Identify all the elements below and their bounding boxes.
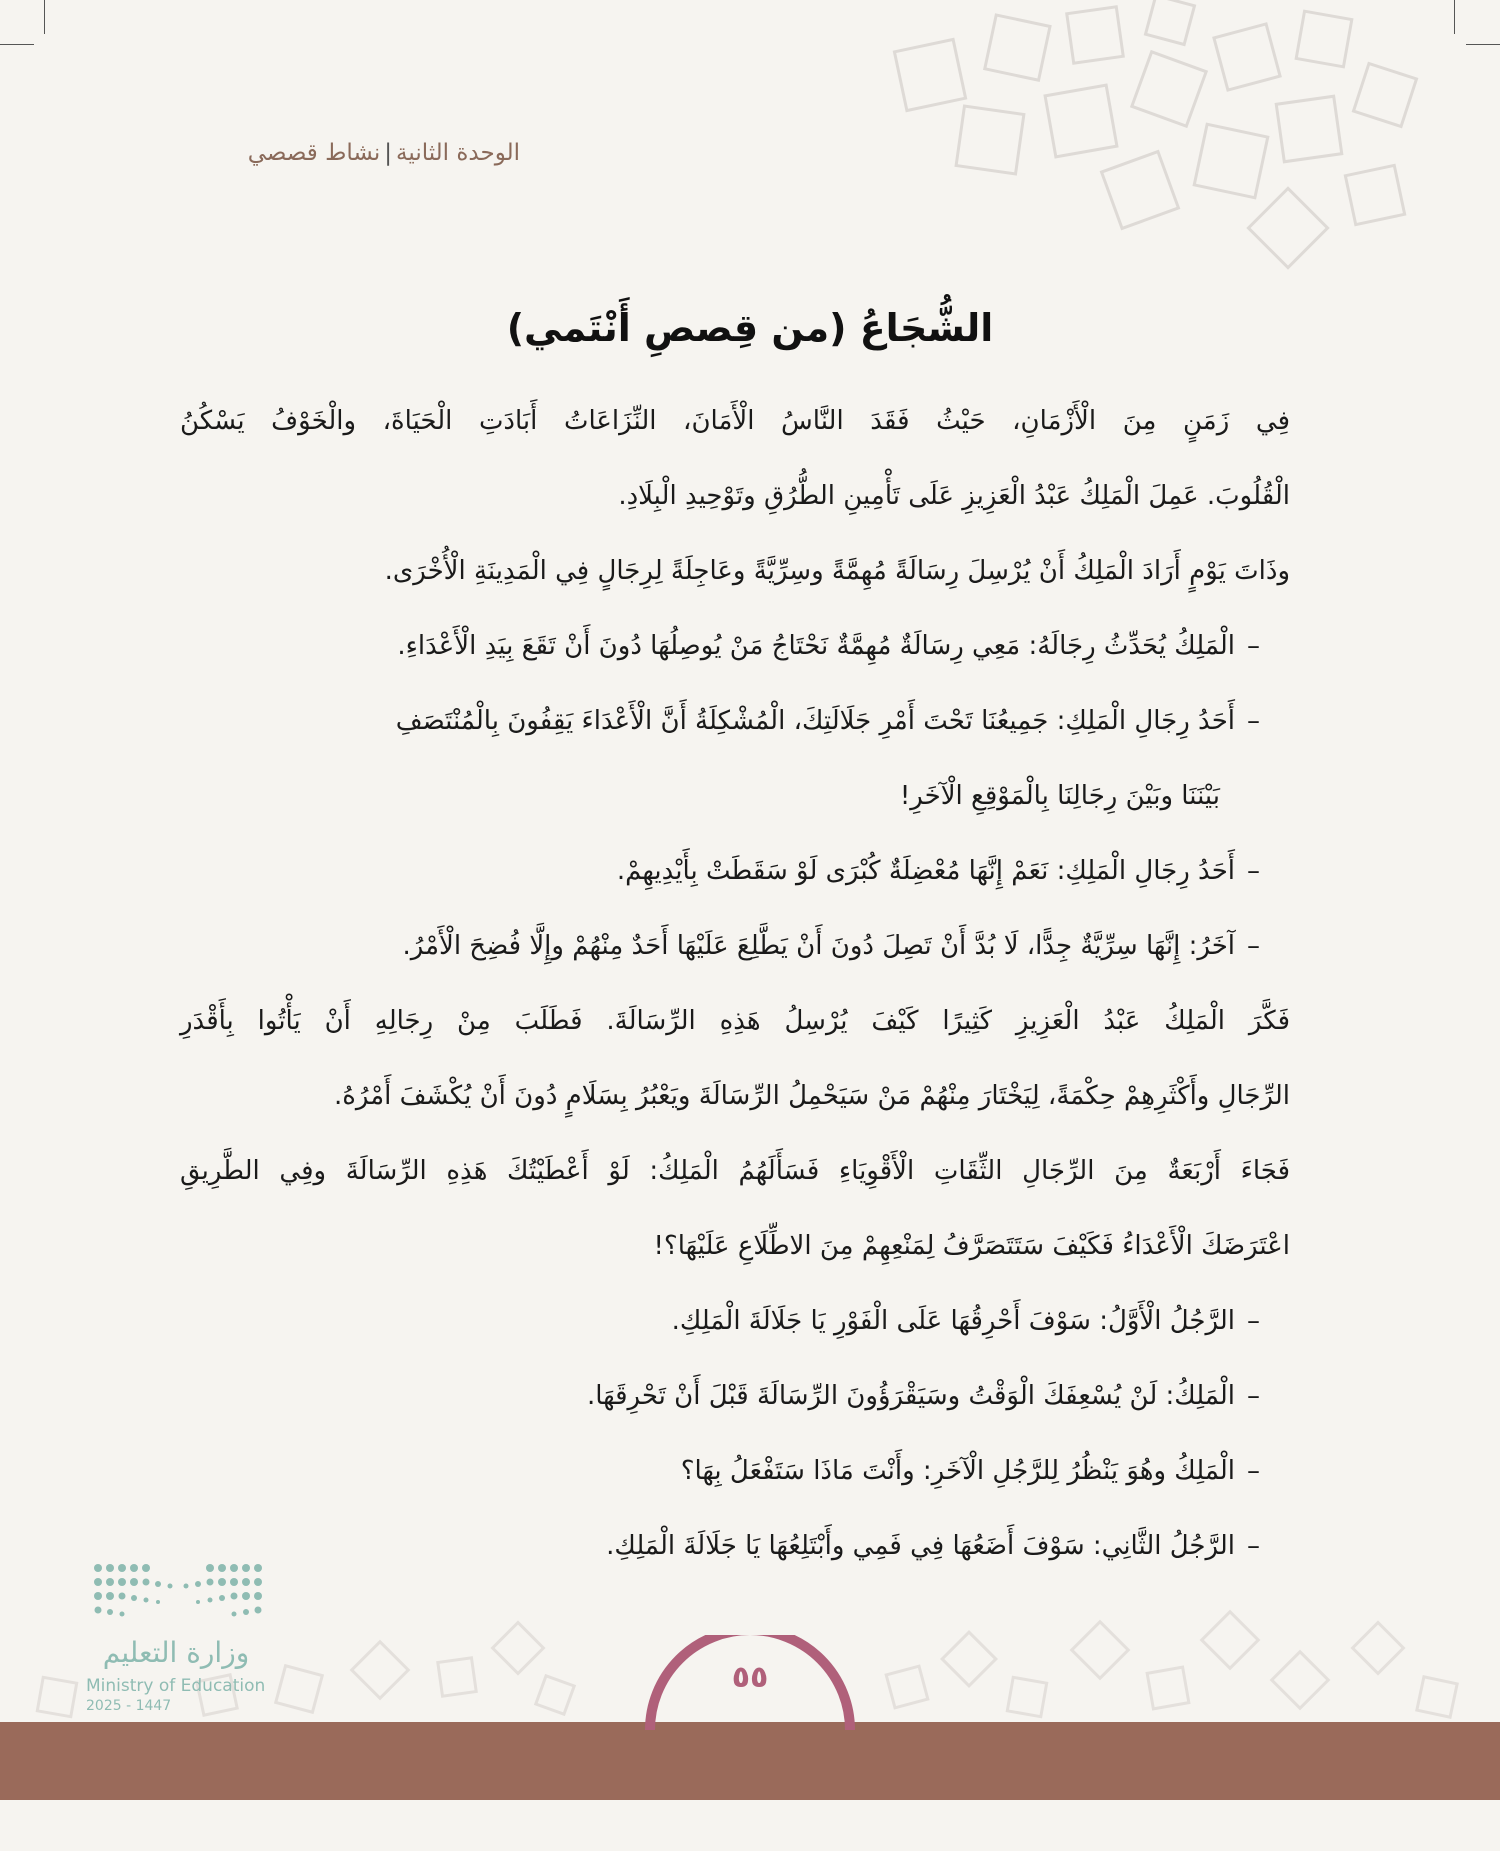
dialog-dash: –	[1247, 1456, 1260, 1486]
dialog-line	[180, 609, 1290, 684]
dialog-dash: –	[1247, 1306, 1260, 1336]
crop-mark	[0, 44, 34, 45]
dialog-line	[180, 834, 1290, 909]
dialog-text: أَحَدُ رِجَالِ الْمَلِكِ: نَعَمْ إِنَّهَا مُعْضِلَةٌ كُبْرَى لَوْ سَقَطَتْ بِأَيْدِيهِمْ.	[616, 856, 1235, 886]
dialog-dash: –	[1247, 856, 1260, 886]
paragraph-line: الرِّجَالِ وأَكْثَرِهِمْ حِكْمَةً، لِيَخْتَارَ مِنْهُمْ مَنْ سَيَحْمِلُ الرِّسَالَةَ ويَعْبُرُ بِسَلَامٍ دُونَ أَنْ يُكْشَفَ أَمْرُهُ.	[333, 1081, 1290, 1111]
dialog-line	[180, 684, 1290, 759]
dialog-dash: –	[1247, 1381, 1260, 1411]
story-title: الشُّجَاعُ (من قِصصِ أَنْتَمي)	[506, 306, 994, 350]
crop-mark	[1454, 0, 1455, 34]
header-unit: الوحدة الثانية	[396, 140, 520, 166]
ministry-logo-dots	[88, 1560, 268, 1620]
dialog-line	[180, 1359, 1290, 1434]
story-body	[180, 384, 1290, 1584]
dialog-line	[180, 1509, 1290, 1584]
paragraph-line: فِي زَمَنٍ مِنَ الْأَزْمَانِ، حَيْثُ فَقَدَ النَّاسُ الْأَمَانَ، النِّزَاعَاتُ أَبَادَتِ الْحَيَاةَ، والْخَوْفُ يَسْكُنُ	[180, 406, 1290, 436]
page-number: ٥٥	[731, 1660, 769, 1695]
paragraph-line: فَجَاءَ أَرْبَعَةٌ مِنَ الرِّجَالِ الثِّقَاتِ الْأَقْوِيَاءِ فَسَأَلَهُمُ الْمَلِكُ: لَوْ أَعْطَيْتُكَ هَذِهِ الرِّسَالَةَ وفِي الطَّرِيقِ	[180, 1156, 1290, 1186]
dialog-text: الْمَلِكُ: لَنْ يُسْعِفَكَ الْوَقْتُ وسَيَقْرَؤُونَ الرِّسَالَةَ قَبْلَ أَنْ تَحْرِقَهَا.	[586, 1381, 1235, 1411]
header-separator: |	[384, 140, 393, 166]
dialog-text: الرَّجُلُ الْأَوَّلُ: سَوْفَ أَحْرِقُهَا عَلَى الْفَوْرِ يَا جَلَالَةَ الْمَلِكِ.	[671, 1306, 1235, 1336]
ministry-logo-arabic: وزارة التعليم	[102, 1636, 250, 1669]
paragraph-line: وذَاتَ يَوْمٍ أَرَادَ الْمَلِكُ أَنْ يُرْسِلَ رِسَالَةً مُهِمَّةً وسِرِّيَّةً وعَاجِلَةً لِرِجَالٍ فِي الْمَدِينَةِ الْأُخْرَى.	[384, 556, 1290, 586]
ministry-logo-year: 2025 - 1447	[86, 1698, 172, 1714]
dialog-line	[180, 909, 1290, 984]
crop-mark	[44, 0, 45, 34]
decorative-pattern	[880, 0, 1440, 280]
dialog-text: آخَرُ: إِنَّهَا سِرِّيَّةٌ جِدًّا، لَا بُدَّ أَنْ تَصِلَ دُونَ أَنْ يَطَّلِعَ عَلَيْهَا أَحَدٌ مِنْهُمْ وإِلَّا فُضِحَ الْأَمْرُ.	[402, 931, 1235, 961]
dialog-text: الرَّجُلُ الثَّانِي: سَوْفَ أَضَعُهَا فِي فَمِي وأَبْتَلِعُهَا يَا جَلَالَةَ الْمَلِكِ.	[606, 1531, 1235, 1561]
paragraph-line: فَكَّرَ الْمَلِكُ عَبْدُ الْعَزِيزِ كَثِيرًا كَيْفَ يُرْسِلُ هَذِهِ الرِّسَالَةَ. فَطَلَبَ مِنْ رِجَالِهِ أَنْ يَأْتُوا بِأَقْدَرِ	[180, 1006, 1290, 1036]
dialog-line	[180, 1434, 1290, 1509]
dialog-line	[180, 1284, 1290, 1359]
crop-mark	[1466, 44, 1500, 45]
dialog-text: الْمَلِكُ وهُوَ يَنْظُرُ لِلرَّجُلِ الْآخَرِ: وأَنْتَ مَاذَا سَتَفْعَلُ بِهَا؟	[680, 1456, 1235, 1486]
ministry-logo-english: Ministry of Education	[86, 1676, 266, 1696]
dialog-dash: –	[1247, 631, 1260, 661]
dialog-dash: –	[1247, 706, 1260, 736]
paragraph-line: الْقُلُوبَ. عَمِلَ الْمَلِكُ عَبْدُ الْعَزِيزِ عَلَى تَأْمِينِ الطُّرُقِ وتَوْحِيدِ الْبِلَادِ.	[618, 481, 1290, 511]
dialog-dash: –	[1247, 931, 1260, 961]
paragraph-line: اعْتَرَضَكَ الْأَعْدَاءُ فَكَيْفَ سَتَتَصَرَّفُ لِمَنْعِهِمْ مِنَ الاطِّلَاعِ عَلَيْهَا؟!	[653, 1231, 1290, 1261]
dialog-line: بَيْنَنَا وبَيْنَ رِجَالِنَا بِالْمَوْقِعِ الْآخَرِ!	[899, 781, 1220, 811]
page-header	[160, 140, 520, 166]
dialog-dash: –	[1247, 1531, 1260, 1561]
dialog-text: الْمَلِكُ يُحَدِّثُ رِجَالَهُ: مَعِي رِسَالَةٌ مُهِمَّةٌ نَحْتَاجُ مَنْ يُوصِلُهَا دُونَ أَنْ تَقَعَ بِيَدِ الْأَعْدَاءِ.	[397, 631, 1235, 661]
dialog-text: أَحَدُ رِجَالِ الْمَلِكِ: جَمِيعُنَا تَحْتَ أَمْرِ جَلَالَتِكَ، الْمُشْكِلَةُ أَنَّ الْأَعْدَاءَ يَقِفُونَ بِالْمُنْتَصَفِ	[395, 706, 1235, 736]
header-activity: نشاط قصصي	[247, 140, 381, 166]
